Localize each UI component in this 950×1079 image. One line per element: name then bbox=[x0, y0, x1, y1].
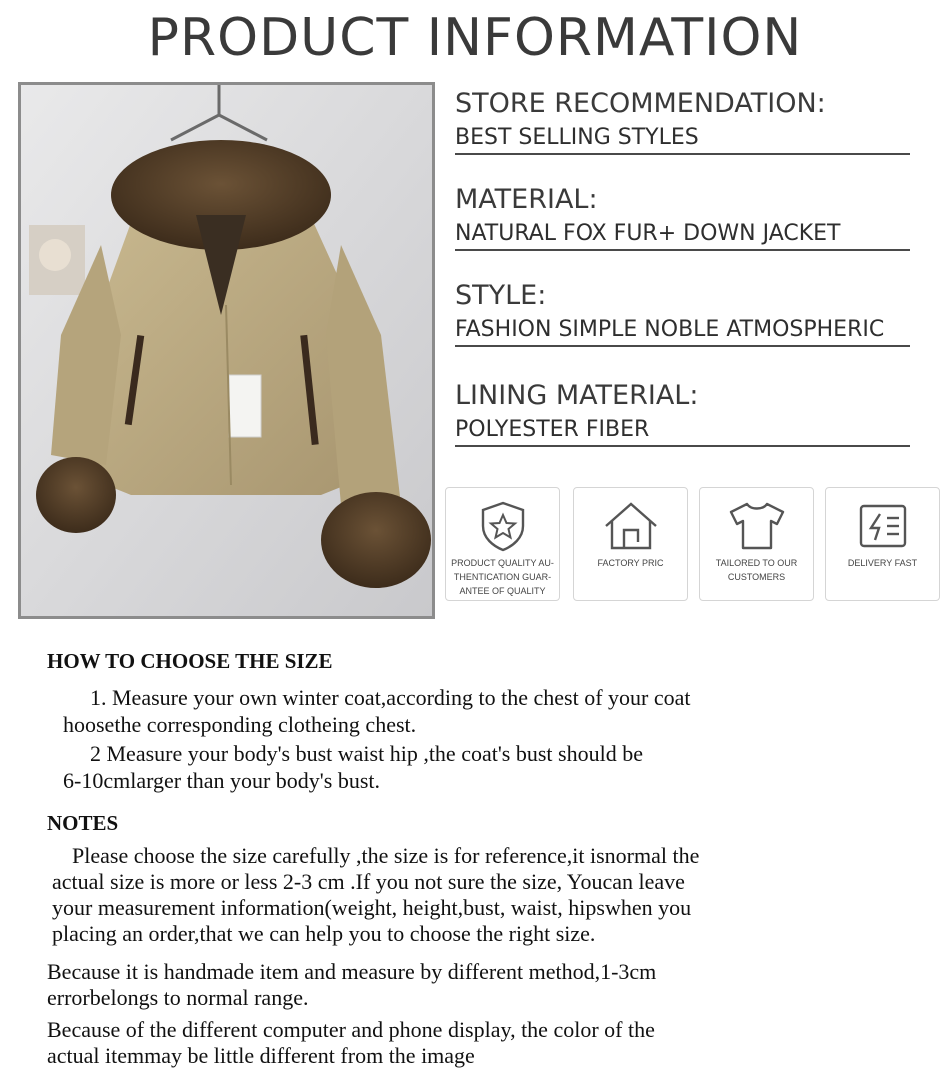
feature-badges bbox=[445, 487, 942, 603]
notes-paragraph-line: Please choose the size carefully ,the size is for reference,it isnormal the bbox=[72, 843, 700, 868]
factory-house-icon bbox=[602, 500, 660, 552]
size-guide-line: 2 Measure your body's bust waist hip ,the coat's bust should be bbox=[90, 741, 643, 766]
badge-label: DELIVERY FAST bbox=[847, 558, 918, 568]
delivery-fast-icon bbox=[855, 500, 911, 552]
spec-label: STYLE: bbox=[455, 280, 547, 311]
spec-material bbox=[455, 184, 910, 251]
notes-paragraph-line: actual itemmay be little different from the image bbox=[47, 1043, 475, 1068]
spec-style bbox=[455, 280, 910, 347]
notes-paragraph-line: Because of the different computer and phone display, the color of the bbox=[47, 1017, 655, 1042]
badge-factory-price bbox=[573, 487, 688, 601]
notes-paragraph-line: placing an order,that we can help you to choose the right size. bbox=[52, 921, 596, 946]
spec-value: BEST SELLING STYLES bbox=[455, 125, 910, 155]
notes-paragraph-line: Because it is handmade item and measure by different method,1-3cm bbox=[47, 959, 657, 984]
size-guide-heading: HOW TO CHOOSE THE SIZE bbox=[47, 649, 333, 673]
spec-value: POLYESTER FIBER bbox=[455, 417, 910, 447]
badge-label: TAILORED TO OUR CUSTOMERS bbox=[715, 558, 798, 582]
size-guide-line: hoosethe corresponding clotheing chest. bbox=[63, 712, 417, 737]
badge-quality bbox=[445, 487, 560, 601]
spec-store-recommendation bbox=[455, 88, 910, 155]
spec-label: MATERIAL: bbox=[455, 184, 598, 215]
page-title: PRODUCT INFORMATION bbox=[147, 8, 803, 68]
badge-delivery bbox=[825, 487, 940, 601]
notes-paragraph-line: your measurement information(weight, height,bust, waist, hipswhen you bbox=[52, 895, 692, 920]
badge-tailored bbox=[699, 487, 814, 601]
size-guide-line: 1. Measure your own winter coat,according to the chest of your coat bbox=[90, 685, 691, 710]
notes-paragraph-line: errorbelongs to normal range. bbox=[47, 985, 309, 1010]
star-shield-icon bbox=[477, 500, 529, 552]
spec-value: NATURAL FOX FUR+ DOWN JACKET bbox=[455, 221, 910, 251]
product-photo bbox=[18, 82, 435, 619]
spec-value: FASHION SIMPLE NOBLE ATMOSPHERIC bbox=[455, 317, 910, 347]
jacket-illustration bbox=[21, 85, 432, 616]
tshirt-icon bbox=[727, 500, 787, 552]
notes-heading: NOTES bbox=[47, 811, 119, 835]
badge-label: FACTORY PRIC bbox=[597, 558, 664, 568]
spec-lining-material bbox=[455, 380, 910, 447]
spec-label: STORE RECOMMENDATION: bbox=[455, 88, 826, 119]
badge-label: PRODUCT QUALITY AU- THENTICATION GUAR- ANTEE OF QUALITY bbox=[451, 558, 554, 596]
spec-label: LINING MATERIAL: bbox=[455, 380, 699, 411]
notes-paragraph-line: actual size is more or less 2-3 cm .If you not sure the size, Youcan leave bbox=[52, 869, 685, 894]
size-guide-line: 6-10cmlarger than your body's bust. bbox=[63, 768, 381, 793]
